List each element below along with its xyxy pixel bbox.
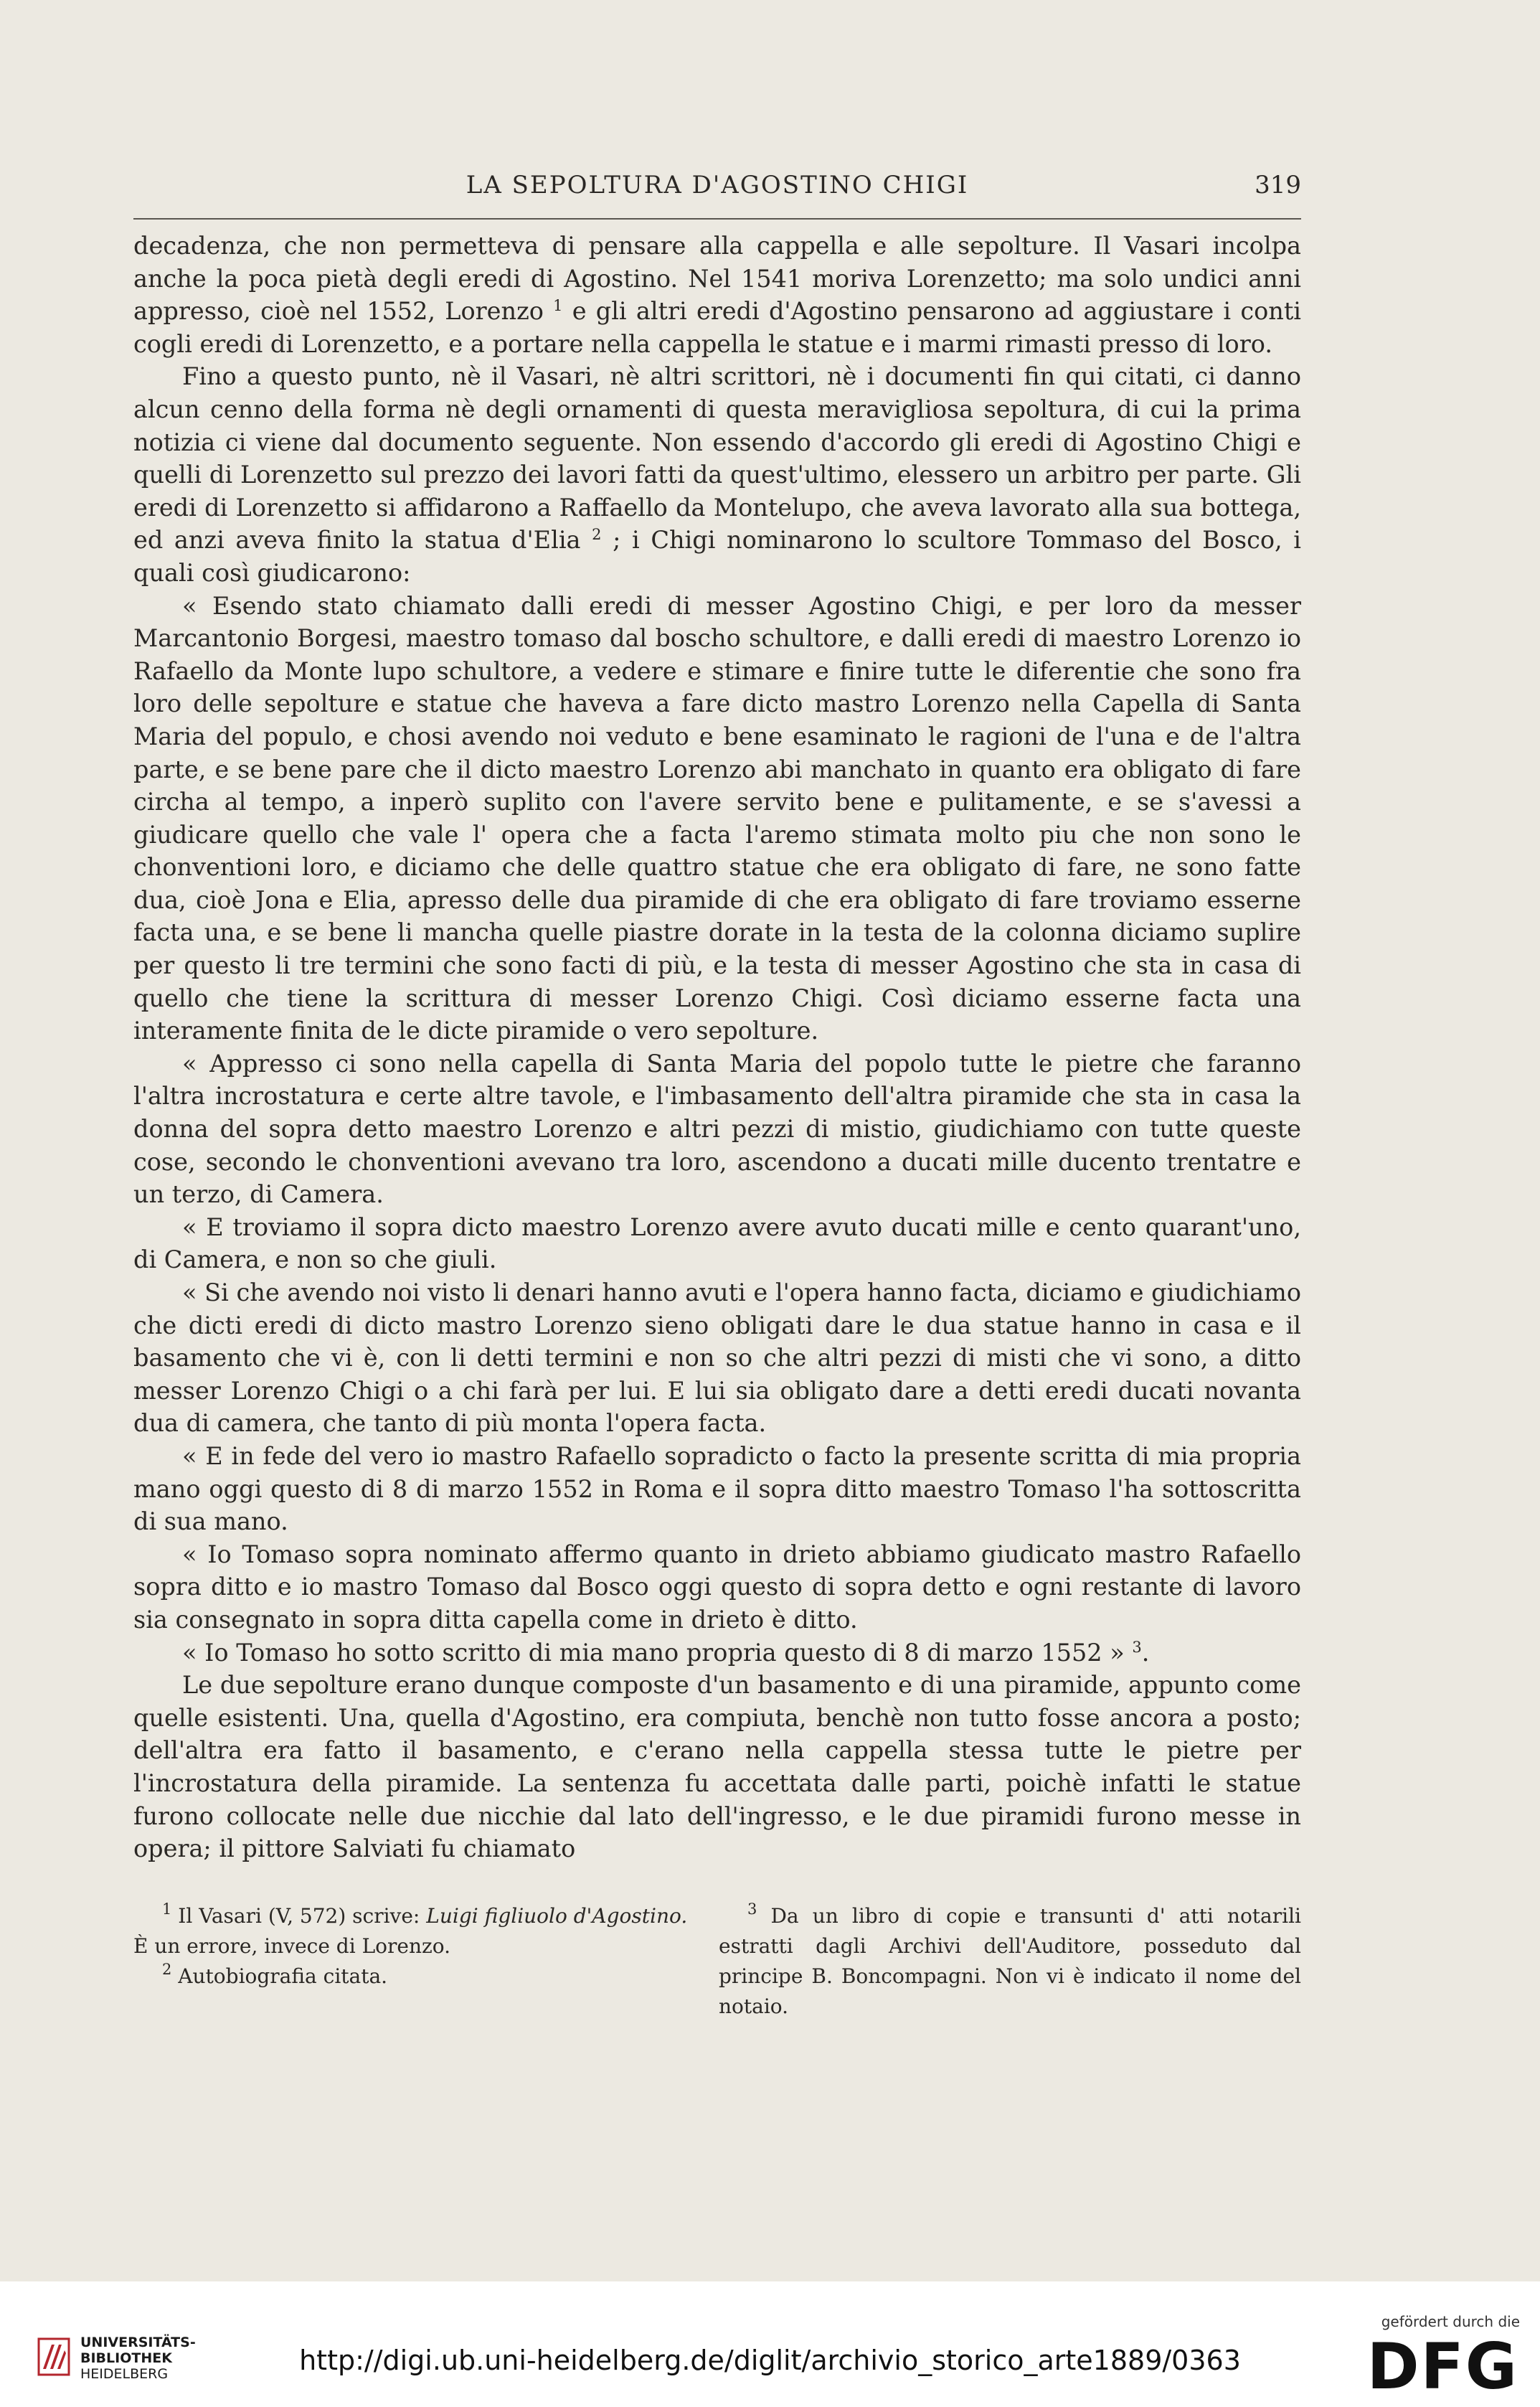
header-rule (133, 218, 1301, 220)
paragraph-1 (133, 230, 1301, 360)
text-run: Fino a questo punto, nè il Vasari, nè altri scrittori, nè i documenti fin qui citati, ci danno alcun cenno della forma nè degli ornamenti di questa meravigliosa sepoltura, di cui la prima notizia ci viene dal documento seguente. Non essendo d'accordo gli eredi di Agostino Chigi e quelli di Lorenzetto sul prezzo dei lavori fatti da quest'ultimo, elessero un arbitro per parte. Gli eredi di Lorenzetto si affidarono a Raffaello da Montelupo, che aveva lavorato alla sua bottega, ed anzi aveva finito la statua d'Elia (133, 362, 1301, 555)
paragraph-7 (133, 1440, 1301, 1538)
footnote-marker: 3 (747, 1900, 757, 1918)
footnote-left-2 (133, 1931, 693, 1961)
text-run: « Si che avendo noi visto li denari hanno avuti e l'opera hanno facta, diciamo e giudichiamo che dicti eredi di dicto mastro Lorenzo sieno obligati dare le dua statue hanno in casa e il basamento che vi è, con li detti termini e non so che altri pezzi di misti che vi sono, a ditto messer Lorenzo Chigi o a chi farà per lui. E lui sia obligato dare a detti eredi ducati novanta dua di camera, che tanto di più monta l'opera facta. (133, 1278, 1301, 1438)
paragraph-10 (133, 1669, 1301, 1865)
text-run: Il Vasari (V, 572) scrive: (171, 1904, 427, 1928)
footnote-right-1 (719, 1901, 1301, 2022)
running-header (133, 171, 1301, 214)
footnotes-right-column (719, 1901, 1301, 2022)
text-run: Da un libro di copie e transunti d' atti notarili estratti dagli Archivi dell'Auditore, posseduto dal principe B. Boncompagni. Non vi è indicato il nome del notaio. (719, 1904, 1301, 2018)
library-name-line-3: HEIDELBERG (80, 2366, 169, 2382)
paragraph-9 (133, 1636, 1301, 1669)
text-run: « Esendo stato chiamato dalli eredi di messer Agostino Chigi, e per loro da messer Marcantonio Borgesi, maestro tomaso dal boscho schultore, e dalli eredi di maestro Lorenzo io Rafaello da Monte lupo schultore, a vedere e stimare e finire tutte le diferentie che sono fra loro delle sepolture e statue che haveva a fare dicto mastro Lorenzo nella Capella di Santa Maria del populo, e chosi avendo noi veduto e bene esaminato le ragioni de l'una e de l'altra parte, e se bene pare che il dicto maestro Lorenzo abi manchato in quanto era obligato di fare circha al tempo, a inperò suplito con l'avere servito bene e pulitamente, e se s'avessi a giudicare quello che vale l' opera che a facta l'aremo stimata molto piu che non sono le chonventioni loro, e diciamo che delle quattro statue che era obligato di fare, ne sono fatte dua, cioè Jona e Elia, apresso delle dua piramide di che era obligato di fare troviamo esserne facta una, e se bene li mancha quelle piastre dorate in la testa de la colonna diciamo suplire per questo li tre termini che sono facti di più, e la testa di messer Agostino che sta in casa di quello che tiene la scrittura di messer Lorenzo Chigi. Così diciamo esserne facta una interamente finita de le dicte piramide o vero sepolture. (133, 591, 1301, 1045)
paragraph-5 (133, 1211, 1301, 1276)
footnotes-left-column (133, 1901, 693, 1992)
paragraph-4 (133, 1047, 1301, 1211)
text-run: « E in fede del vero io mastro Rafaello sopradicto o facto la presente scritta di mia propria mano oggi questo di 8 di marzo 1552 in Roma e il sopra ditto maestro Tomaso l'ha sottoscritta di sua mano. (133, 1441, 1301, 1536)
footnote-marker: 1 (162, 1900, 172, 1918)
paragraph-3 (133, 590, 1301, 1047)
dfg-logo[interactable]: DFG (1366, 2330, 1518, 2403)
footnote-marker: 1 (553, 297, 563, 315)
text-run: . (1141, 1638, 1150, 1667)
funded-by-label: gefördert durch die (1381, 2313, 1520, 2330)
footnote-marker: 2 (162, 1961, 172, 1978)
text-run: Autobiografia citata. (171, 1964, 388, 1988)
footnote-marker: 3 (1132, 1638, 1142, 1656)
text-run: « E troviamo il sopra dicto maestro Lorenzo avere avuto ducati mille e cento quarant'uno, di Camera, e non so che giuli. (133, 1212, 1301, 1274)
text-run: decadenza, che non permetteva di pensare alla cappella e alle sepolture. Il Vasari incolpa anche la poca pietà degli eredi di Agostino. Nel 1541 moriva Lorenzetto; ma solo undici anni appresso, cioè nel 1552, Lorenzo (133, 232, 1301, 326)
text-run: Le due sepolture erano dunque composte d'un basamento e di una piramide, appunto come quelle esistenti. Una, quella d'Agostino, era compiuta, benchè non tutto fosse ancora a posto; dell'altra era fatto il basamento, e c'erano nella cappella stessa tutte le pietre per l'incrostatura della piramide. La sentenza fu accettata dalle parti, poichè infatti le statue furono collocate nelle due nicchie dal lato dell'ingresso, e le due piramidi furono messe in opera; il pittore Salviati fu chiamato (133, 1671, 1301, 1863)
text-run: e gli altri eredi d'Agostino pensarono ad aggiustare i conti cogli eredi di Lorenzetto, e a portare nella cappella le statue e i marmi rimasti presso di loro. (133, 297, 1301, 358)
paragraph-6 (133, 1276, 1301, 1440)
text-run: « Io Tomaso ho sotto scritto di mia mano propria questo di 8 di marzo 1552 » (182, 1638, 1133, 1667)
library-name-line-1: UNIVERSITÄTS- (80, 2335, 196, 2350)
text-run: « Appresso ci sono nella capella di Santa Maria del popolo tutte le pietre che faranno l'altra incrostatura e certe altre tavole, e l'imbasamento dell'altra piramide che sta in casa la donna del sopra detto maestro Lorenzo e altri pezzi di mistio, giudichiamo con tutte queste cose, secondo le chonventioni avevano tra loro, ascendono a ducati mille ducento trentatre e un terzo, di Camera. (133, 1049, 1301, 1209)
footnote-left-3 (133, 1961, 693, 1992)
footnote-left-1 (133, 1901, 693, 1931)
page-number: 319 (1255, 171, 1301, 199)
running-title: LA SEPOLTURA D'AGOSTINO CHIGI (466, 171, 969, 199)
library-name-line-2: BIBLIOTHEK (80, 2350, 172, 2366)
text-run: È un errore, invece di Lorenzo. (133, 1934, 451, 1958)
paragraph-2 (133, 360, 1301, 589)
permalink-url[interactable]: http://digi.ub.uni-heidelberg.de/diglit/archivio_storico_arte1889/0363 (299, 2345, 1241, 2376)
text-run: ; i Chigi nominarono lo scultore Tommaso del Bosco, i quali così giudicarono: (133, 526, 1301, 587)
body-text (133, 230, 1301, 1865)
paragraph-8 (133, 1538, 1301, 1636)
text-run: « Io Tomaso sopra nominato affermo quanto in drieto abbiamo giudicato mastro Rafaello sopra ditto e io mastro Tomaso dal Bosco oggi questo di sopra detto e ogni restante di lavoro sia consegnato in sopra ditta capella come in drieto è ditto. (133, 1540, 1301, 1634)
italic-text: Luigi figliuolo d'Agostino. (426, 1904, 688, 1928)
footnote-marker: 2 (592, 526, 602, 544)
